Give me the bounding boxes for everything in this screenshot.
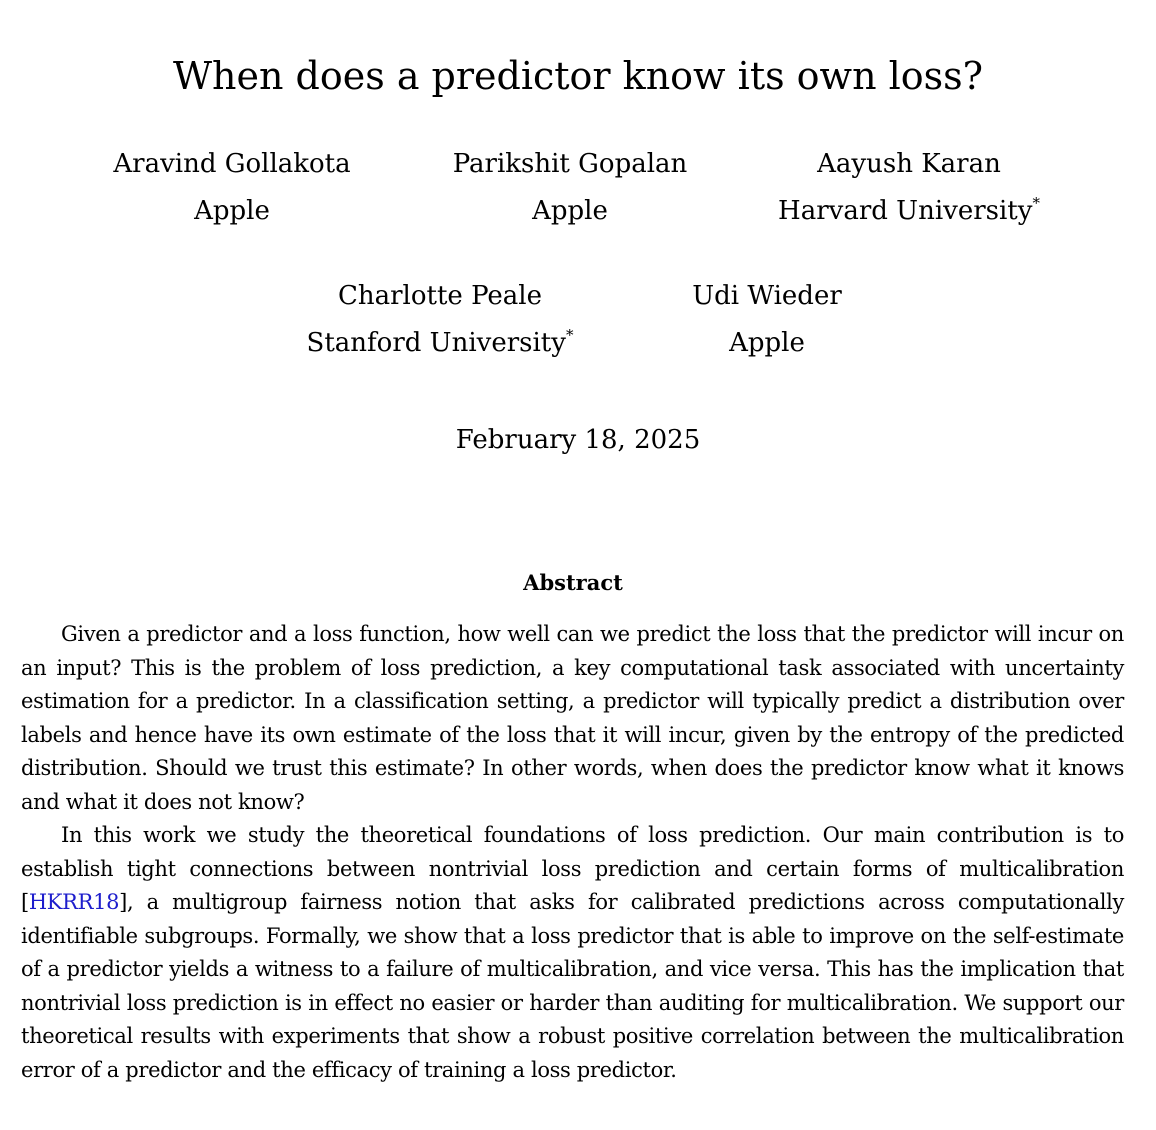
abstract-paragraph: Given a predictor and a loss function, how well can we predict the loss that the predictor will incur on an input? This is the problem of loss prediction, a key computational task associated with uncertainty estimation for a predictor. In a classification setting, a predictor will typically predict a distribution over labels and hence have its own estimate of the loss that it will incur, given by the entropy of the predicted distribution. Should we trust this estimate? In other words, when does the predictor know what it knows and what it does not know? <box>21 622 1124 814</box>
author-block <box>764 145 1054 231</box>
citation-link[interactable]: HKRR18 <box>28 890 120 914</box>
affiliation-mark: * <box>565 326 574 344</box>
abstract-heading: Abstract <box>523 570 623 595</box>
author-block <box>662 277 872 363</box>
abstract-body <box>21 618 1124 1087</box>
author-block <box>290 277 590 363</box>
author-affiliation: Apple <box>532 196 608 226</box>
author-name: Aayush Karan <box>817 149 1001 179</box>
author-name: Parikshit Gopalan <box>452 149 688 179</box>
paper-date: February 18, 2025 <box>455 425 701 455</box>
paper-title: When does a predictor know its own loss? <box>172 54 984 98</box>
author-affiliation: Harvard University* <box>778 194 1040 226</box>
author-affiliation: Apple <box>729 328 805 358</box>
abstract-paragraph: In this work we study the theoretical foundations of loss prediction. Our main contribution is to establish tight connections between nontrivial loss prediction and certain forms of multicalibration [HKRR18], a multigroup fairness notion that asks for calibrated predictions across computationally identifiable subgroups. Formally, we show that a loss predictor that is able to improve on the self-estimate of a predictor yields a witness to a failure of multicalibration, and vice versa. This has the implication that nontrivial loss prediction is in effect no easier or harder than auditing for multicalibration. We support our theoretical results with experiments that show a robust positive correlation between the multicalibration error of a predictor and the efficacy of training a loss predictor. <box>21 823 1124 1082</box>
author-affiliation: Stanford University* <box>306 326 574 358</box>
affiliation-mark: * <box>1032 194 1040 212</box>
author-block <box>420 145 720 231</box>
author-name: Udi Wieder <box>692 281 842 311</box>
author-name: Charlotte Peale <box>337 281 542 311</box>
author-name: Aravind Gollakota <box>113 149 351 179</box>
author-affiliation: Apple <box>194 196 270 226</box>
author-block <box>82 145 382 231</box>
